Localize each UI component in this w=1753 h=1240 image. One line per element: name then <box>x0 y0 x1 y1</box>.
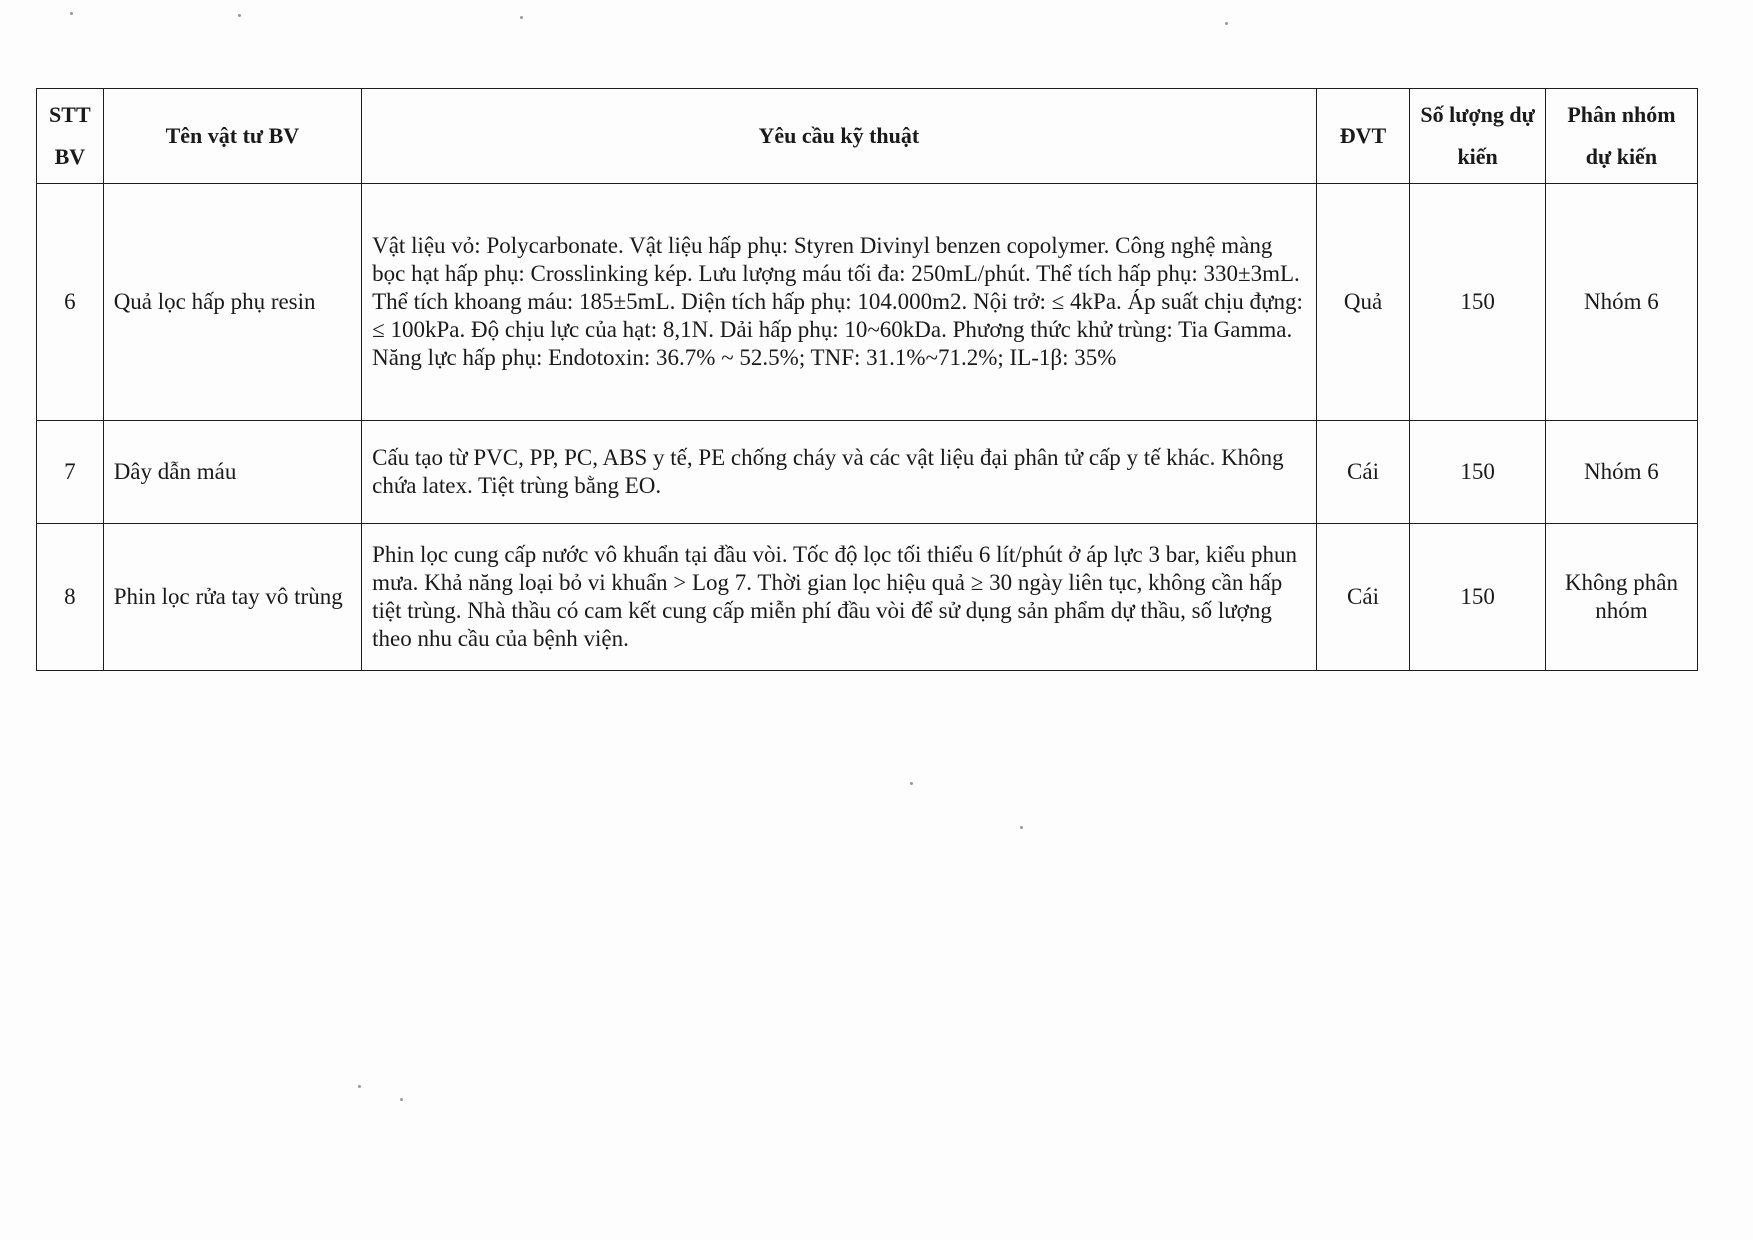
cell-item-name: Quả lọc hấp phụ resin <box>103 184 361 421</box>
header-technical-requirements: Yêu cầu kỹ thuật <box>362 89 1317 184</box>
cell-group: Nhóm 6 <box>1545 421 1697 524</box>
header-expected-quantity: Số lượng dự kiến <box>1410 89 1545 184</box>
cell-stt: 7 <box>37 421 104 524</box>
scan-speck <box>1225 22 1228 25</box>
scan-speck <box>358 1085 361 1088</box>
scan-speck <box>520 16 523 19</box>
cell-item-name: Dây dẫn máu <box>103 421 361 524</box>
cell-technical-requirements: Vật liệu vỏ: Polycarbonate. Vật liệu hấp phụ: Styren Divinyl benzen copolymer. Công nghệ màng bọc hạt hấp phụ: Crosslinking kép. Lưu lượng máu tối đa: 250mL/phút. Thể tích hấp phụ: 330±3mL. Thể tích khoang máu: 185±5mL. Diện tích hấp phụ: 104.000m2. Nội trở: ≤ 4kPa. Áp suất chịu đựng: ≤ 100kPa. Độ chịu lực của hạt: 8,1N. Dải hấp phụ: 10~60kDa. Phương thức khử trùng: Tia Gamma. Năng lực hấp phụ: Endotoxin: 36.7% ~ 52.5%; TNF: 31.1%~71.2%; IL-1β: 35% <box>362 184 1317 421</box>
table-row <box>37 421 1698 524</box>
cell-group: Nhóm 6 <box>1545 184 1697 421</box>
cell-quantity: 150 <box>1410 184 1545 421</box>
cell-item-name: Phin lọc rửa tay vô trùng <box>103 524 361 671</box>
table-row <box>37 184 1698 421</box>
cell-unit: Cái <box>1316 421 1410 524</box>
cell-quantity: 150 <box>1410 421 1545 524</box>
scan-speck <box>238 14 241 17</box>
cell-unit: Quả <box>1316 184 1410 421</box>
cell-group: Không phân nhóm <box>1545 524 1697 671</box>
cell-stt: 6 <box>37 184 104 421</box>
table-row <box>37 524 1698 671</box>
header-expected-group: Phân nhóm dự kiến <box>1545 89 1697 184</box>
scan-speck <box>400 1098 403 1101</box>
scan-speck <box>910 782 913 785</box>
cell-stt: 8 <box>37 524 104 671</box>
technical-spec-table <box>36 88 1698 671</box>
cell-quantity: 150 <box>1410 524 1545 671</box>
cell-technical-requirements: Cấu tạo từ PVC, PP, PC, ABS y tế, PE chống cháy và các vật liệu đại phân tử cấp y tế khác. Không chứa latex. Tiệt trùng bằng EO. <box>362 421 1317 524</box>
scan-speck <box>70 12 73 15</box>
table-header-row <box>37 89 1698 184</box>
header-item-name: Tên vật tư BV <box>103 89 361 184</box>
header-unit: ĐVT <box>1316 89 1410 184</box>
cell-technical-requirements: Phin lọc cung cấp nước vô khuẩn tại đầu vòi. Tốc độ lọc tối thiểu 6 lít/phút ở áp lực 3 bar, kiểu phun mưa. Khả năng loại bỏ vi khuẩn > Log 7. Thời gian lọc hiệu quả ≥ 30 ngày liên tục, không cần hấp tiệt trùng. Nhà thầu có cam kết cung cấp miễn phí đầu vòi để sử dụng sản phẩm dự thầu, số lượng theo nhu cầu của bệnh viện. <box>362 524 1317 671</box>
cell-unit: Cái <box>1316 524 1410 671</box>
scan-speck <box>1020 826 1023 829</box>
header-stt: STT BV <box>37 89 104 184</box>
